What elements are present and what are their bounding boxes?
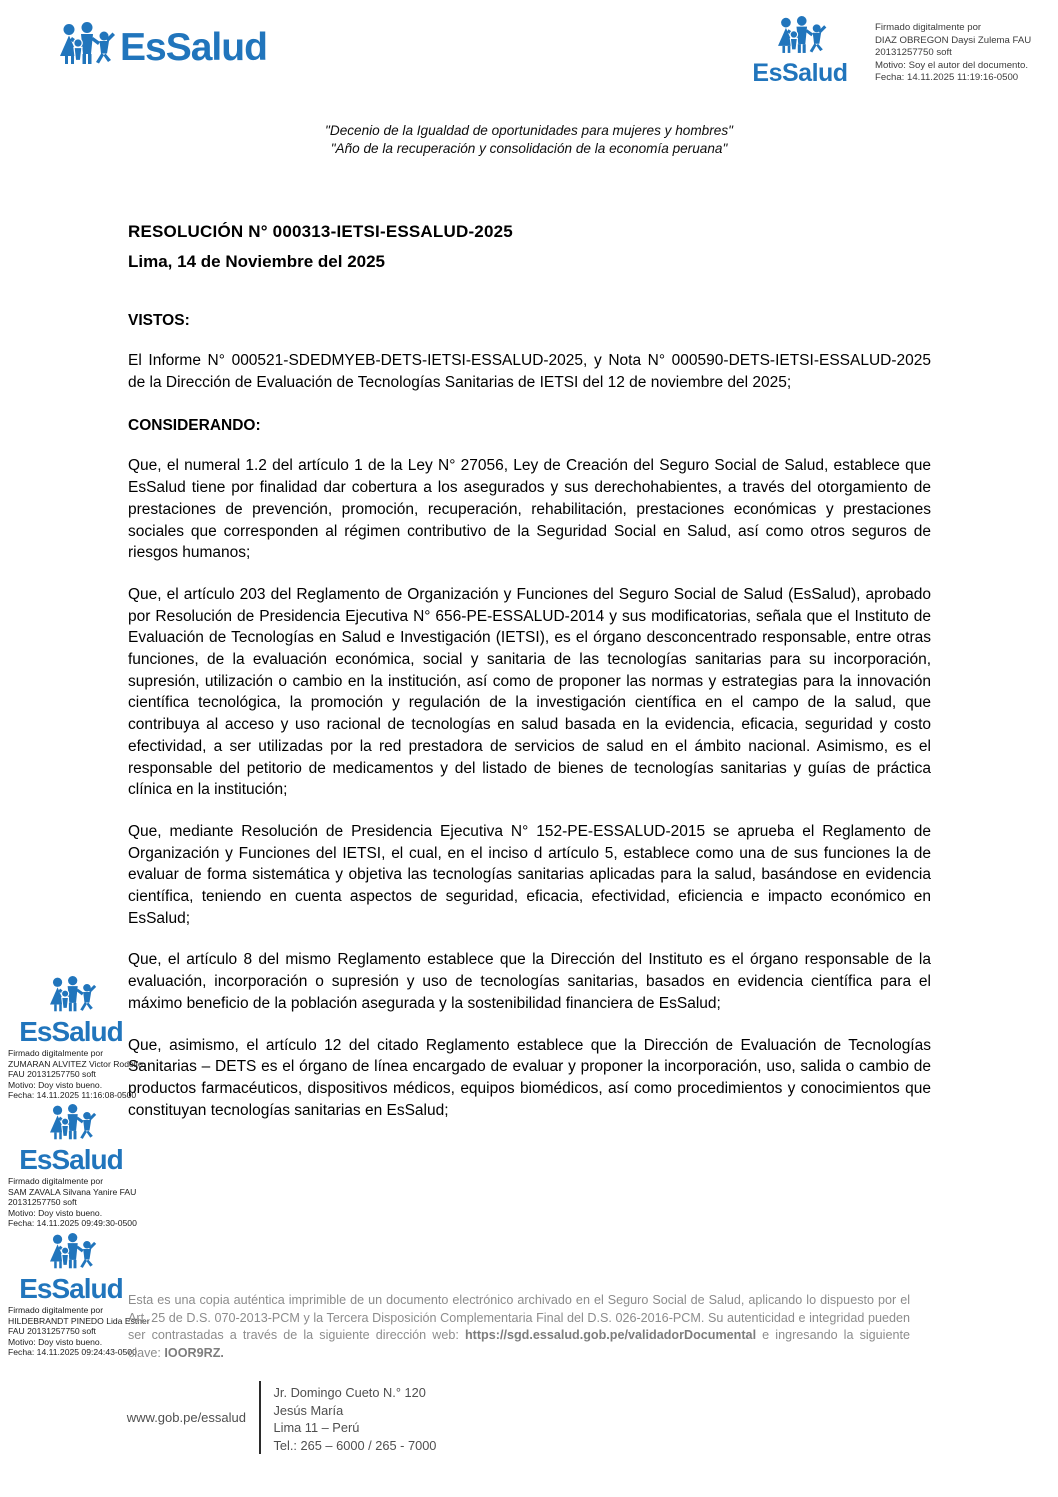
signature-line: 20131257750 soft [8,1197,77,1208]
signature-line: HILDEBRANDT PINEDO Lida Esther [8,1315,150,1326]
essalud-family-icon [43,976,99,1018]
website-url: www.gob.pe/essalud [126,1410,246,1426]
essalud-wordmark: EsSalud [752,59,848,87]
validator-url: https://sgd.essalud.gob.pe/validadorDocumental [464,1328,757,1343]
validation-key: IOOR9RZ. [164,1345,224,1360]
signature-line: 20131257750 soft [875,47,952,59]
essalud-wordmark: EsSalud [120,25,267,69]
considerando-paragraph-4: Que, el artículo 8 del mismo Reglamento establece que la Dirección del Instituto es el órgano responsable de la evaluación, incorporación o supresión y uso de tecnologías sanitarias, basados en evidencia científica para el máximo beneficio de la población asegurada y la sostenibilidad financiera de EsSalud; [128,951,931,1012]
essalud-family-icon [771,16,829,60]
considerando-paragraph-3: Que, mediante Resolución de Presidencia Ejecutiva N° 152-PE-ESSALUD-2015 se aprueba el Reglamento de Organización y Funciones del IETSI, el cual, en el inciso d artículo 5, establece como una de sus funciones la de evaluar de forma sistemática y objetiva las tecnologías sanitarias aplicadas para la salud, basándose en evidencia científica, teniendo en cuenta aspectos de seguridad, eficacia, efectividad, eficiencia e impacto económico en EsSalud; [128,822,931,927]
essalud-wordmark: EsSalud [19,1016,123,1047]
essalud-family-icon [52,22,118,72]
signature-stamp-1 [8,976,143,1101]
resolution-date: Lima, 14 de Noviembre del 2025 [128,252,386,271]
vistos-heading: VISTOS: [128,312,190,329]
authenticity-note [128,1292,910,1362]
signature-line: Motivo: Doy visto bueno. [8,1207,103,1218]
digital-signature-author [875,22,1053,85]
address-line: Jesús María [273,1402,344,1418]
address-line: Jr. Domingo Cueto N.° 120 [273,1385,426,1400]
signature-line: Firmado digitalmente por [8,1176,104,1186]
contact-footer [118,1381,436,1454]
signature-line: Firmado digitalmente por [875,22,982,33]
signature-line: ZUMARAN ALVITEZ Victor Rodolfo [8,1058,143,1069]
considerando-paragraph-2: Que, el artículo 203 del Reglamento de Organización y Funciones del Seguro Social de Salud (EsSalud), aprobado por Resolución de Presidencia Ejecutiva N° 656-PE-ESSALUD-2014 y sus modificatorias, señala que el Instituto de Evaluación de Tecnologías en Salud e Investigación (IETSI), es el órgano desconcentrado responsable, entre otras funciones, de la evaluación económica, social y sanitaria de las tecnologías sanitarias para su incorporación, supresión, utilización o cambio en la institución, así como de proponer las normas y estrategias para la innovación científica tecnológica, la promoción y regulación de la investigación científica en el campo de la salud, que contribuya al acceso y uso racional de tecnologías en salud basada en la evidencia, eficacia, seguridad y costo efectividad, a ser utilizadas por la red prestadora de servicios de salud en el ámbito nacional. Asimismo, es el responsable del petitorio de medicamentos y del listado de bienes de tecnologías sanitarias y guías de práctica clínica en la institución; [128,585,931,799]
considerando-paragraph-5: Que, asimismo, el artículo 12 del citado Reglamento establece que la Dirección de Evaluación de Tecnologías Sanitarias – DETS es el órgano de línea encargado de evaluar y proponer la incorporación, uso, salida o cambio de productos farmacéuticos, dispositivos médicos, equipos biomédicos, así como procedimientos y conocimientos que constituyan tecnologías sanitarias en EsSalud; [128,1036,931,1119]
signature-line: SAM ZAVALA Silvana Yanire FAU [8,1186,137,1197]
signature-line: DIAZ OBREGON Daysi Zulema FAU [875,34,1032,46]
digital-signature-stamp-text [8,1048,143,1101]
authenticity-text: Esta es una copia auténtica imprimible de un documento electrónico archivado en el Seguro Social de Salud, aplicando lo dispuesto por el Art. 25 de D.S. 070-2013-PCM y la Tercera Disposición Complementaria Final del D.S. 026-2016-PCM. Su autenticidad e integridad pueden ser contrastadas a través de la siguiente dirección web: [128,1293,910,1343]
essalud-logo-header [52,22,267,72]
signature-line: Fecha: 14.11.2025 11:16:08-0500 [8,1090,137,1101]
document-body [128,222,931,1121]
digital-signature-stamp-text [8,1176,137,1229]
signature-line: FAU 20131257750 soft [8,1326,96,1337]
motto-line-1: "Decenio de la Igualdad de oportunidades para mujeres y hombres" [325,123,733,138]
signature-line: Fecha: 14.11.2025 09:24:43-0500 [8,1347,137,1358]
digital-signature-stamp-text [8,1305,150,1358]
address-line: Lima 11 – Perú [273,1420,360,1436]
postal-address [261,1381,437,1454]
signature-line: Fecha: 14.11.2025 11:19:16-0500 [875,72,1019,84]
signature-stamp-3 [8,1233,150,1358]
considerando-heading: CONSIDERANDO: [128,417,261,435]
signature-line: Motivo: Doy visto bueno. [8,1336,103,1347]
essalud-family-icon [43,1104,99,1146]
signature-line: Firmado digitalmente por [8,1305,104,1315]
official-mottos [128,122,930,158]
resolution-title: RESOLUCIÓN N° 000313-IETSI-ESSALUD-2025 [128,222,513,241]
essalud-logo-signature [748,16,852,88]
considerando-paragraph-1: Que, el numeral 1.2 del artículo 1 de la Ley N° 27056, Ley de Creación del Seguro Social de Salud, establece que EsSalud tiene por finalidad dar cobertura a los asegurados y sus derechohabientes, a través del otorgamiento de prestaciones de prevención, promoción, recuperación, rehabilitación, prestaciones económicas y prestaciones sociales que corresponden al régimen contributivo de la Seguridad Social en Salud, así como otros seguros de riesgos humanos; [128,457,931,562]
essalud-wordmark: EsSalud [19,1273,123,1304]
essalud-family-icon [43,1233,99,1275]
address-line: Tel.: 265 – 6000 / 265 - 7000 [273,1437,437,1453]
motto-line-2: "Año de la recuperación y consolidación de la economía peruana" [330,141,728,156]
signature-stamp-2 [8,1104,137,1229]
signature-line: Fecha: 14.11.2025 09:49:30-0500 [8,1218,137,1229]
signature-line: FAU 20131257750 soft [8,1069,96,1080]
authenticity-text: e ingresando la siguiente clave: [128,1328,910,1360]
vistos-paragraph: El Informe N° 000521-SDEDMYEB-DETS-IETSI-ESSALUD-2025, y Nota N° 000590-DETS-IETSI-ESSALUD-2025 de la Dirección de Evaluación de Tecnologías Sanitarias de IETSI del 12 de noviembre del 2025; [128,352,931,391]
signature-line: Motivo: Soy el autor del documento. [875,59,1029,71]
signature-line: Motivo: Doy visto bueno. [8,1079,103,1090]
signature-line: Firmado digitalmente por [8,1048,104,1058]
essalud-wordmark: EsSalud [19,1144,123,1175]
